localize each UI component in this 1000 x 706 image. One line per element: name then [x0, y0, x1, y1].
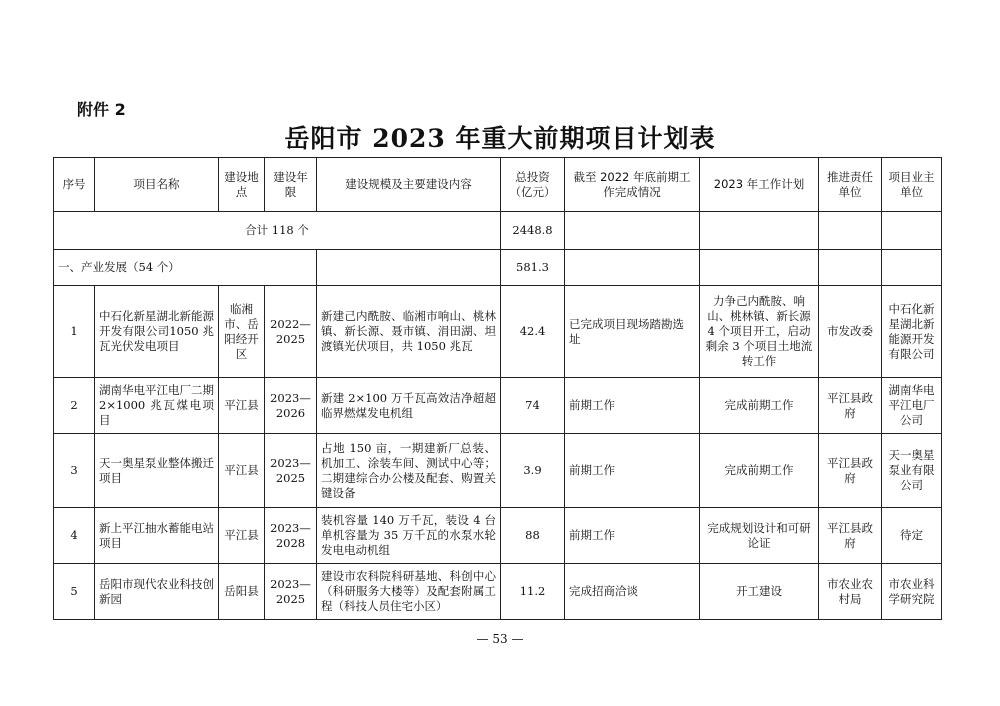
header-owner: 项目业主单位: [882, 158, 942, 212]
table-row: [54, 508, 942, 564]
row-plan: 开工建设: [700, 564, 819, 620]
row-owner: 市农业科学研究院: [882, 564, 942, 620]
row-scope: 装机容量 140 万千瓦，装设 4 台单机容量为 35 万千瓦的水泵水轮发电电动机组: [317, 508, 501, 564]
row-progress: 前期工作: [565, 508, 700, 564]
section-label: 一、产业发展（54 个）: [54, 250, 317, 286]
row-plan: 完成前期工作: [700, 434, 819, 508]
row-owner: 天一奥星泵业有限公司: [882, 434, 942, 508]
row-owner: 中石化新星湖北新能源开发有限公司: [882, 286, 942, 378]
row-location: 临湘市、岳阳经开区: [219, 286, 265, 378]
row-period: 2023—2028: [265, 508, 317, 564]
table-row: [54, 378, 942, 434]
row-period: 2023—2025: [265, 434, 317, 508]
header-unit: 推进责任单位: [819, 158, 882, 212]
table-row: [54, 564, 942, 620]
row-seq: 5: [54, 564, 95, 620]
row-plan: 完成前期工作: [700, 378, 819, 434]
row-unit: 市发改委: [819, 286, 882, 378]
row-name: 天一奥星泵业整体搬迁项目: [95, 434, 219, 508]
row-name: 岳阳市现代农业科技创新园: [95, 564, 219, 620]
page-number: — 53 —: [476, 632, 524, 646]
row-scope: 占地 150 亩，一期建新厂总装、机加工、涂装车间、测试中心等；二期建综合办公楼及配套、购置关键设备: [317, 434, 501, 508]
row-progress: 前期工作: [565, 378, 700, 434]
row-unit: 平江县政府: [819, 508, 882, 564]
row-investment: 88: [501, 508, 565, 564]
row-period: 2023—2025: [265, 564, 317, 620]
row-unit: 平江县政府: [819, 378, 882, 434]
row-name: 新上平江抽水蓄能电站项目: [95, 508, 219, 564]
header-name: 项目名称: [95, 158, 219, 212]
row-progress: 前期工作: [565, 434, 700, 508]
attachment-label: 附件 2: [77, 100, 126, 119]
row-location: 平江县: [219, 434, 265, 508]
row-seq: 3: [54, 434, 95, 508]
section-investment: 581.3: [501, 250, 565, 286]
row-location: 平江县: [219, 508, 265, 564]
row-scope: 新建 2×100 万千瓦高效洁净超超临界燃煤发电机组: [317, 378, 501, 434]
row-seq: 1: [54, 286, 95, 378]
project-plan-table: [53, 157, 942, 620]
row-unit: 平江县政府: [819, 434, 882, 508]
row-progress: 完成招商洽谈: [565, 564, 700, 620]
header-seq: 序号: [54, 158, 95, 212]
row-owner: 湖南华电平江电厂公司: [882, 378, 942, 434]
row-seq: 4: [54, 508, 95, 564]
table-row: [54, 434, 942, 508]
row-period: 2022—2025: [265, 286, 317, 378]
row-investment: 11.2: [501, 564, 565, 620]
total-investment: 2448.8: [501, 212, 565, 250]
section-row: [54, 250, 942, 286]
row-location: 平江县: [219, 378, 265, 434]
header-period: 建设年限: [265, 158, 317, 212]
header-row: [54, 158, 942, 212]
header-plan: 2023 年工作计划: [700, 158, 819, 212]
row-progress: 已完成项目现场踏勘选址: [565, 286, 700, 378]
row-plan: 完成规划设计和可研论证: [700, 508, 819, 564]
row-unit: 市农业农村局: [819, 564, 882, 620]
row-investment: 3.9: [501, 434, 565, 508]
header-progress: 截至 2022 年底前期工作完成情况: [565, 158, 700, 212]
row-name: 中石化新星湖北新能源开发有限公司1050 兆瓦光伏发电项目: [95, 286, 219, 378]
table-row: [54, 286, 942, 378]
header-location: 建设地点: [219, 158, 265, 212]
row-seq: 2: [54, 378, 95, 434]
row-owner: 待定: [882, 508, 942, 564]
header-investment: 总投资（亿元）: [501, 158, 565, 212]
total-row: [54, 212, 942, 250]
row-scope: 建设市农科院科研基地、科创中心（科研服务大楼等）及配套附属工程（科技人员住宅小区）: [317, 564, 501, 620]
header-scope: 建设规模及主要建设内容: [317, 158, 501, 212]
row-name: 湖南华电平江电厂二期 2×1000 兆瓦煤电项目: [95, 378, 219, 434]
row-location: 岳阳县: [219, 564, 265, 620]
row-scope: 新建己内酰胺、临湘市响山、桃林镇、新长源、聂市镇、涓田湖、坦渡镇光伏项目，共 1050 兆瓦: [317, 286, 501, 378]
total-label: 合计 118 个: [54, 212, 501, 250]
row-period: 2023—2026: [265, 378, 317, 434]
row-investment: 42.4: [501, 286, 565, 378]
page-title: 岳阳市 2023 年重大前期项目计划表: [284, 124, 716, 153]
row-investment: 74: [501, 378, 565, 434]
row-plan: 力争己内酰胺、响山、桃林镇、新长源 4 个项目开工，启动剩余 3 个项目土地流转工作: [700, 286, 819, 378]
